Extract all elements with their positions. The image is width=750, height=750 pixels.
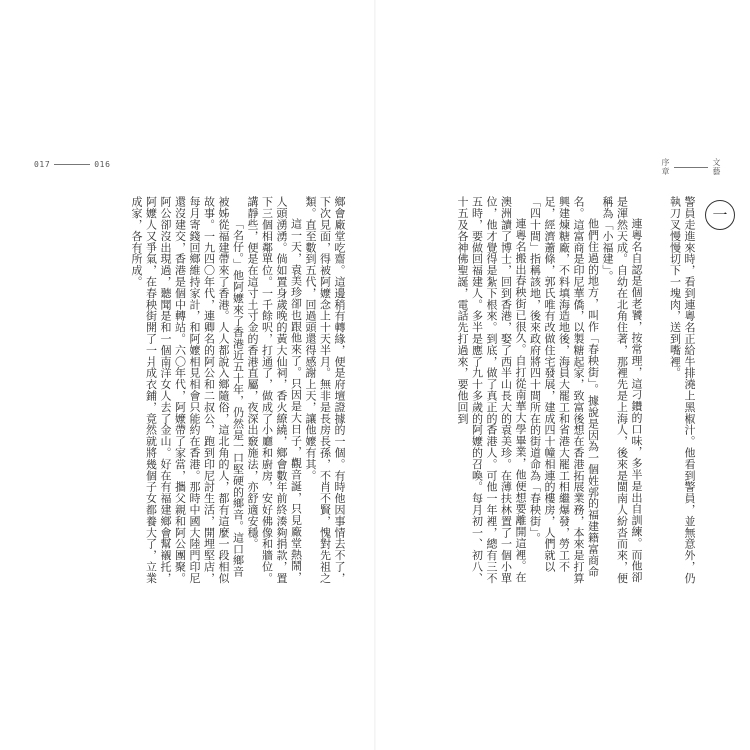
left-paragraph-1: 鄉會廠堂吃齋。這邊稍有轉緣，便是府壇證據的一個。有時他因事情去不了，下次見面，得被阿嬤念上十天半月。無非是長房長孫，不肖不賢，愧對先祖之類。直至數到五代，回過頭還得感謝上天，讓他嬤有其。 (304, 196, 346, 584)
running-head-title: 文藝 (712, 158, 721, 176)
left-paragraph-3: 「名仔。」他阿嬤來了香港近五十年，仍然是一口堅硬的鄉音。這口鄉音被姊從福建帶來了香港。人人都說入鄉隨俗，這北角的人，都有這麼一段相似故事。一九四〇年代，連卿名的阿公和二叔公，跑到印尼討生活，開埋堅店，每月寄錢回鄉維持家計，和阿嬤相見相會只能約在香港。那時中國大陸門印尼還沒建交，香港是個中轉站。六〇年代，阿嬤帶了家當，攜父親和阿公團聚。阿公卻沒出現過，聽聞是和一個南洋女人去了金山。好在有福建鄉會幫襯托，阿嬤人又爭氣，在春秧街開了一爿成衣鋪，竟然就將幾個子女都養大了，立業成家，各有所成。 (130, 196, 245, 584)
opening-paragraph-text: 警員走進來時，看到連粵名正給牛排澆上黑椒汁。他看到警員，並無意外，仍執刀叉慢慢切下一塊肉，送到嘴裡。 (668, 196, 696, 584)
folio-rule (54, 164, 90, 165)
right-page (375, 0, 750, 750)
right-paragraph-3: 連粵名搬出春秧街已很久。自打從南華大學畢業，他便想要離開這裡。在澳洲讀了博士，回到香港，娶了西半山長大的袁美珍。在薄扶林置了一個小單位，他才覺得是紮下根來。到底，做了真正的香港人。可他一年裡，總有三不五時，要做回福建人。多半是應了九十多歲的阿嬤的召喚。每月初一、初八、十五及各神佛聖誕，電話先打過來，要他回到 (456, 196, 527, 584)
page-number-left: 017 (34, 160, 51, 169)
right-paragraph-2: 他們住過的地方，叫作「春秧街」。據說是因為一個姓郭的福建籍富商命名。這富商是印尼華僑，以製糖起家，致富後想在香港拓展業務，本來是打算興建煉糖廠，不料填海造地後，海員大罷工和省港大罷工相繼爆發，勞工不足，經濟蕭條，郭氏唯有改做住宅發展，建成四十幢相連的樓房，人們就以「四十間」指稱該地，後來政府將四十間所在的街道命為「春秧街」。 (528, 196, 600, 584)
running-head-section: 序章 (661, 158, 670, 176)
left-paragraph-2: 這一天，袁美珍卻也跟他來了。只因是大日子，觀音誕，只見廠堂熱鬧，人頭湧湧。倘如置身歲晚的黃大仙祠，香火繚繞，鄉會數年前終湊夠捐款，置下三個相鄰單位。一千餘呎，打通了，做成了小廳和廚房，安好佛像和牆位。講靜些，便是在這寸土寸金的香港直屬，夜深出竅施法，亦舒適安穩。 (246, 196, 303, 584)
running-head (661, 158, 721, 176)
right-page-body (425, 196, 643, 588)
opening-paragraph (662, 196, 696, 588)
right-paragraph-1: 連粵名自認是個老饕，按常理，這刁鑽的口味，多半是出自訓練。而他卻是渾然天成。自幼在北角住著，那裡先是上海人，後來是閩南人紛沓而來，便稱為「小福建」。 (601, 196, 643, 584)
running-head-rule (674, 167, 708, 168)
chapter-number-circle (705, 200, 735, 230)
chapter-numeral: 一 (712, 205, 728, 224)
page-number-right: 016 (94, 160, 111, 169)
left-page-body (30, 196, 346, 588)
page-number-header (34, 160, 111, 169)
